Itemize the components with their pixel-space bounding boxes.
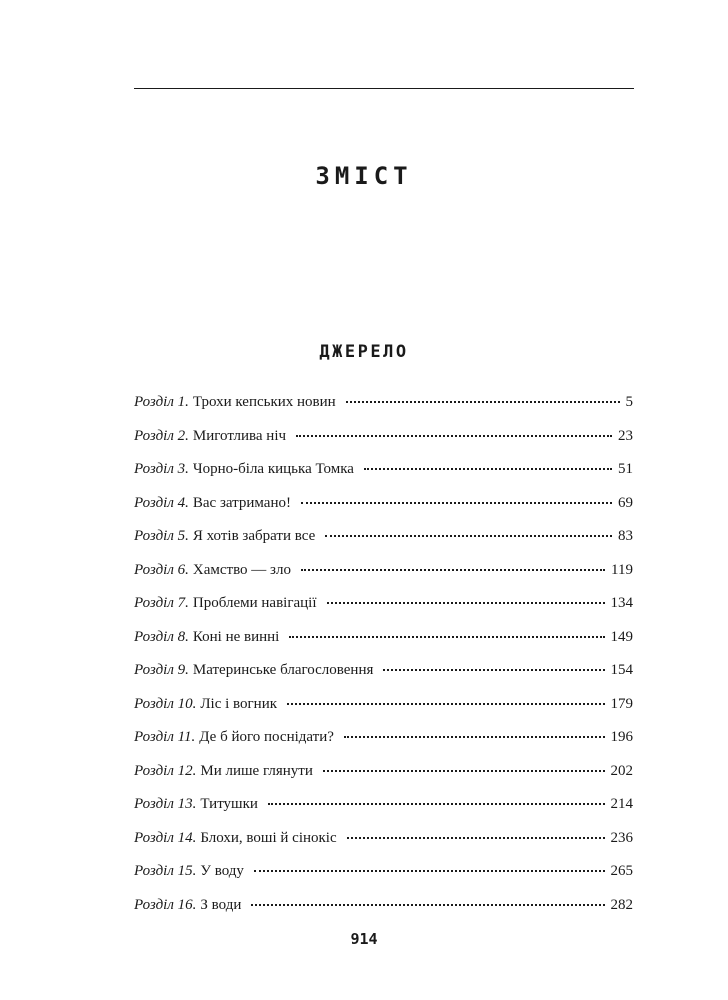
chapter-page-number: 83 <box>618 528 633 544</box>
chapter-title: Ми лише глянути <box>200 762 313 779</box>
toc-entry[interactable] <box>134 554 633 588</box>
toc-entry[interactable] <box>134 755 633 789</box>
page-title: ЗМІСТ <box>315 162 413 190</box>
chapter-title: Блохи, воші й сінокіс <box>200 829 337 846</box>
toc-entry[interactable] <box>134 788 633 822</box>
toc-entry[interactable] <box>134 889 633 923</box>
header-rule <box>134 88 634 89</box>
toc-entry[interactable] <box>134 587 633 621</box>
dot-leader <box>344 736 605 738</box>
chapter-page-number: 5 <box>625 394 633 410</box>
chapter-page-number: 214 <box>610 796 633 812</box>
chapter-label: Розділ 9. <box>134 662 189 678</box>
chapter-label: Розділ 12. <box>134 762 197 779</box>
chapter-page-number: 51 <box>618 461 633 477</box>
table-of-contents <box>134 386 633 922</box>
toc-entry[interactable] <box>134 654 633 688</box>
chapter-label: Розділ 8. <box>134 628 189 645</box>
chapter-page-number: 134 <box>610 595 633 611</box>
chapter-label: Розділ 14. <box>134 829 197 846</box>
dot-leader <box>327 602 605 604</box>
chapter-title: Титушки <box>200 796 258 812</box>
chapter-label: Розділ 3. <box>134 461 189 477</box>
dot-leader <box>347 837 605 839</box>
dot-leader <box>383 669 604 671</box>
chapter-page-number: 149 <box>610 628 633 645</box>
chapter-label: Розділ 16. <box>134 896 197 913</box>
chapter-label: Розділ 11. <box>134 729 196 745</box>
dot-leader <box>301 569 605 571</box>
chapter-label: Розділ 4. <box>134 494 189 511</box>
dot-leader <box>268 803 605 805</box>
dot-leader <box>346 401 620 403</box>
toc-entry[interactable] <box>134 453 633 487</box>
dot-leader <box>287 703 604 705</box>
toc-entry[interactable] <box>134 420 633 454</box>
chapter-label: Розділ 15. <box>134 863 197 879</box>
chapter-page-number: 282 <box>610 896 633 913</box>
dot-leader <box>251 904 604 906</box>
chapter-page-number: 265 <box>610 863 633 879</box>
dot-leader <box>289 636 604 638</box>
chapter-label: Розділ 7. <box>134 595 189 611</box>
chapter-label: Розділ 13. <box>134 796 197 812</box>
chapter-title: Вас затримано! <box>192 494 291 511</box>
toc-entry[interactable] <box>134 621 633 655</box>
toc-entry[interactable] <box>134 520 633 554</box>
chapter-title: Чорно-біла кицька Томка <box>192 461 354 477</box>
chapter-page-number: 236 <box>610 829 633 846</box>
chapter-page-number: 119 <box>611 561 633 578</box>
chapter-title: Трохи кепських новин <box>192 394 336 410</box>
dot-leader <box>325 535 612 537</box>
chapter-page-number: 154 <box>610 662 633 678</box>
chapter-page-number: 23 <box>618 427 633 444</box>
toc-entry[interactable] <box>134 386 633 420</box>
chapter-title: Материнське благословення <box>192 662 374 678</box>
toc-entry[interactable] <box>134 688 633 722</box>
dot-leader <box>254 870 605 872</box>
chapter-label: Розділ 2. <box>134 427 189 444</box>
chapter-title: У воду <box>200 863 244 879</box>
chapter-title: Ліс і вогник <box>200 695 278 712</box>
chapter-page-number: 179 <box>610 695 633 712</box>
dot-leader <box>296 435 612 437</box>
chapter-page-number: 196 <box>610 729 633 745</box>
toc-entry[interactable] <box>134 822 633 856</box>
toc-entry[interactable] <box>134 487 633 521</box>
chapter-page-number: 69 <box>618 494 633 511</box>
chapter-label: Розділ 5. <box>134 528 189 544</box>
chapter-label: Розділ 1. <box>134 394 189 410</box>
chapter-title: З води <box>200 896 242 913</box>
section-heading: ДЖЕРЕЛО <box>319 342 409 362</box>
dot-leader <box>323 770 605 772</box>
toc-entry[interactable] <box>134 721 633 755</box>
chapter-title: Де б його поснідати? <box>199 729 334 745</box>
chapter-page-number: 202 <box>610 762 633 779</box>
chapter-label: Розділ 6. <box>134 561 189 578</box>
chapter-title: Миготлива ніч <box>192 427 287 444</box>
chapter-title: Я хотів забрати все <box>192 528 316 544</box>
dot-leader <box>301 502 612 504</box>
chapter-title: Проблеми навігації <box>192 595 317 611</box>
chapter-label: Розділ 10. <box>134 695 197 712</box>
chapter-title: Коні не винні <box>192 628 280 645</box>
toc-entry[interactable] <box>134 855 633 889</box>
dot-leader <box>364 468 612 470</box>
page-footer-number: 914 <box>350 930 378 948</box>
chapter-title: Хамство — зло <box>192 561 291 578</box>
